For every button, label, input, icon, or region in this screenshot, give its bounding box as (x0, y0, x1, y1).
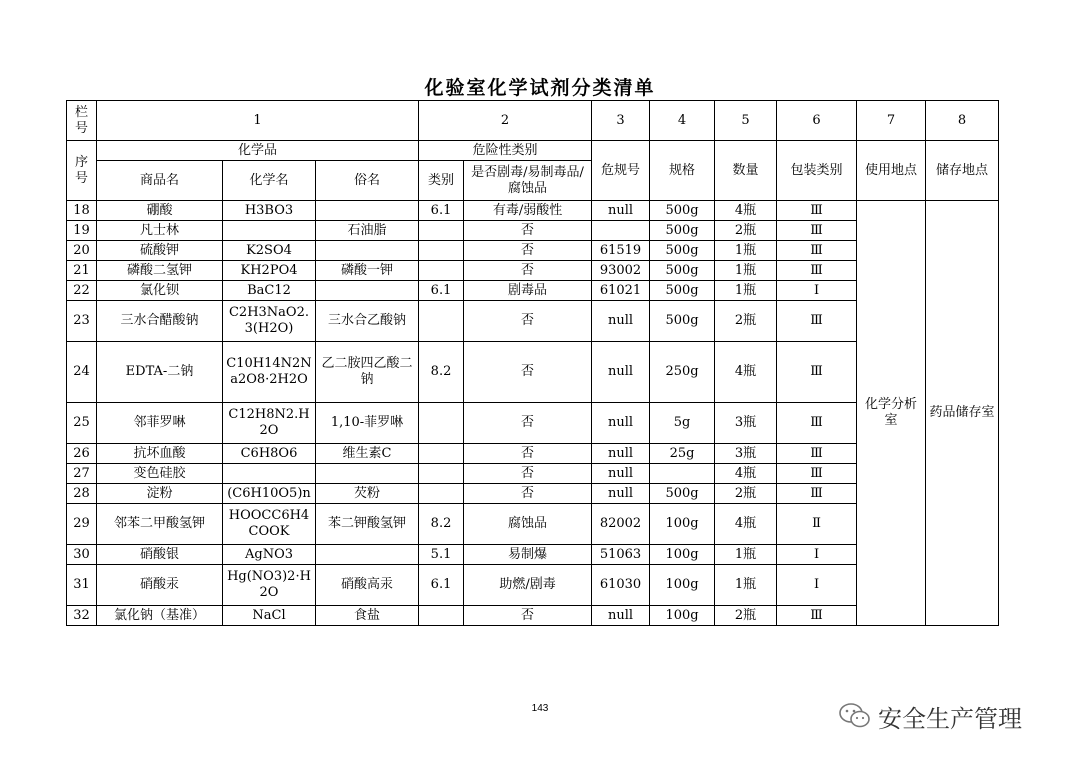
quantity-cell: 3瓶 (715, 403, 777, 444)
chemical-name-cell (223, 464, 316, 484)
category-cell (419, 241, 464, 261)
trade-name-cell: 邻苯二甲酸氢钾 (97, 504, 223, 545)
spec-cell: 100g (650, 606, 715, 626)
trade-name-cell: 硼酸 (97, 201, 223, 221)
serial-cell: 19 (67, 221, 97, 241)
hazard-code-cell (592, 221, 650, 241)
trade-name-header: 商品名 (97, 161, 223, 201)
chemical-name-cell (223, 221, 316, 241)
col-number-4: 4 (650, 101, 715, 141)
package-cell: Ⅲ (777, 464, 857, 484)
reagent-table (66, 100, 999, 626)
serial-cell: 32 (67, 606, 97, 626)
quantity-header: 数量 (715, 141, 777, 201)
header-group-row (67, 141, 999, 161)
toxic-flag-cell: 否 (464, 484, 592, 504)
spec-cell: 500g (650, 221, 715, 241)
col-number-8: 8 (926, 101, 999, 141)
spec-cell: 100g (650, 545, 715, 565)
hazard-code-cell: null (592, 301, 650, 342)
hazard-code-cell: null (592, 444, 650, 464)
chemical-name-cell: AgNO3 (223, 545, 316, 565)
quantity-cell: 2瓶 (715, 484, 777, 504)
category-cell: 6.1 (419, 565, 464, 606)
category-cell: 8.2 (419, 342, 464, 403)
package-cell: Ⅰ (777, 565, 857, 606)
serial-cell: 18 (67, 201, 97, 221)
quantity-cell: 1瓶 (715, 281, 777, 301)
toxic-flag-cell: 否 (464, 301, 592, 342)
trade-name-cell: 凡士林 (97, 221, 223, 241)
serial-cell: 21 (67, 261, 97, 281)
package-cell: Ⅲ (777, 484, 857, 504)
toxic-flag-cell: 助燃/剧毒 (464, 565, 592, 606)
spec-cell: 500g (650, 281, 715, 301)
hazard-code-cell: 82002 (592, 504, 650, 545)
category-header: 类别 (419, 161, 464, 201)
hazard-code-cell: null (592, 464, 650, 484)
toxic-flag-cell: 剧毒品 (464, 281, 592, 301)
quantity-cell: 1瓶 (715, 261, 777, 281)
trade-name-cell: 变色硅胶 (97, 464, 223, 484)
chemical-name-cell: Hg(NO3)2·H2O (223, 565, 316, 606)
common-name-cell (316, 241, 419, 261)
common-name-cell: 芡粉 (316, 484, 419, 504)
chemical-name-cell: BaC12 (223, 281, 316, 301)
category-cell (419, 221, 464, 241)
trade-name-cell: 抗坏血酸 (97, 444, 223, 464)
hazard-code-cell: null (592, 606, 650, 626)
quantity-cell: 2瓶 (715, 221, 777, 241)
trade-name-cell: 淀粉 (97, 484, 223, 504)
common-name-cell: 磷酸一钾 (316, 261, 419, 281)
chemical-name-cell: K2SO4 (223, 241, 316, 261)
hazard-code-cell: null (592, 342, 650, 403)
hazard-code-cell: null (592, 201, 650, 221)
common-name-cell (316, 464, 419, 484)
category-cell (419, 261, 464, 281)
category-cell: 8.2 (419, 504, 464, 545)
col-index-label-cell: 栏号 (67, 101, 97, 141)
quantity-cell: 4瓶 (715, 342, 777, 403)
serial-header: 序号 (67, 141, 97, 201)
page-number: 143 (531, 703, 549, 714)
category-cell (419, 444, 464, 464)
toxic-flag-cell: 否 (464, 606, 592, 626)
table-row (67, 201, 999, 221)
serial-cell: 26 (67, 444, 97, 464)
package-cell: Ⅱ (777, 504, 857, 545)
package-cell: Ⅲ (777, 301, 857, 342)
chemical-name-cell: C10H14N2Na2O8·2H2O (223, 342, 316, 403)
serial-cell: 31 (67, 565, 97, 606)
common-name-cell (316, 281, 419, 301)
quantity-cell: 1瓶 (715, 565, 777, 606)
common-name-cell (316, 201, 419, 221)
chemical-name-header: 化学名 (223, 161, 316, 201)
spec-cell: 100g (650, 504, 715, 545)
common-name-cell: 石油脂 (316, 221, 419, 241)
toxic-flag-cell: 否 (464, 403, 592, 444)
package-cell: Ⅲ (777, 221, 857, 241)
toxic-flag-cell: 否 (464, 444, 592, 464)
storage-location-header: 储存地点 (926, 141, 999, 201)
spec-cell: 500g (650, 201, 715, 221)
trade-name-cell: EDTA-二钠 (97, 342, 223, 403)
col-number-7: 7 (857, 101, 926, 141)
serial-cell: 28 (67, 484, 97, 504)
chemical-name-cell: C2H3NaO2.3(H2O) (223, 301, 316, 342)
hazard-code-cell: 51063 (592, 545, 650, 565)
quantity-cell: 4瓶 (715, 464, 777, 484)
trade-name-cell: 硝酸银 (97, 545, 223, 565)
trade-name-cell: 磷酸二氢钾 (97, 261, 223, 281)
hazard-code-cell: 93002 (592, 261, 650, 281)
quantity-cell: 2瓶 (715, 301, 777, 342)
serial-cell: 24 (67, 342, 97, 403)
trade-name-cell: 邻菲罗啉 (97, 403, 223, 444)
chemical-name-cell: NaCl (223, 606, 316, 626)
toxic-flag-cell: 有毒/弱酸性 (464, 201, 592, 221)
chemical-name-cell: KH2PO4 (223, 261, 316, 281)
package-cell: Ⅰ (777, 545, 857, 565)
trade-name-cell: 硝酸汞 (97, 565, 223, 606)
toxic-flag-cell: 易制爆 (464, 545, 592, 565)
spec-cell: 500g (650, 241, 715, 261)
toxic-flag-cell: 腐蚀品 (464, 504, 592, 545)
spec-cell: 500g (650, 261, 715, 281)
watermark-text: 安全生产管理 (878, 704, 1022, 733)
page-title: 化验室化学试剂分类清单 (424, 77, 656, 99)
chemical-name-cell: H3BO3 (223, 201, 316, 221)
chemical-name-cell: HOOCC6H4COOK (223, 504, 316, 545)
common-name-cell: 硝酸高汞 (316, 565, 419, 606)
col-number-3: 3 (592, 101, 650, 141)
common-name-cell: 维生素C (316, 444, 419, 464)
package-cell: Ⅲ (777, 403, 857, 444)
category-cell (419, 301, 464, 342)
spec-cell: 500g (650, 301, 715, 342)
trade-name-cell: 氯化钠（基准） (97, 606, 223, 626)
column-number-row (67, 101, 999, 141)
package-cell: Ⅲ (777, 241, 857, 261)
common-name-cell: 三水合乙酸钠 (316, 301, 419, 342)
package-cell: Ⅲ (777, 201, 857, 221)
spec-cell: 100g (650, 565, 715, 606)
chemical-name-cell: C6H8O6 (223, 444, 316, 464)
serial-cell: 25 (67, 403, 97, 444)
category-cell (419, 464, 464, 484)
hazard-code-cell: 61021 (592, 281, 650, 301)
hazard-code-header: 危规号 (592, 141, 650, 201)
common-name-cell: 乙二胺四乙酸二钠 (316, 342, 419, 403)
col-number-1: 1 (97, 101, 419, 141)
col-number-5: 5 (715, 101, 777, 141)
quantity-cell: 3瓶 (715, 444, 777, 464)
serial-cell: 30 (67, 545, 97, 565)
package-cell: Ⅲ (777, 261, 857, 281)
hazard-code-cell: null (592, 403, 650, 444)
quantity-cell: 4瓶 (715, 201, 777, 221)
col-number-2: 2 (419, 101, 592, 141)
package-cell: Ⅲ (777, 444, 857, 464)
spec-header: 规格 (650, 141, 715, 201)
chemical-group-header: 化学品 (97, 141, 419, 161)
serial-cell: 29 (67, 504, 97, 545)
category-cell (419, 403, 464, 444)
wechat-icon (838, 701, 872, 731)
package-cell: Ⅲ (777, 342, 857, 403)
trade-name-cell: 氯化钡 (97, 281, 223, 301)
serial-cell: 23 (67, 301, 97, 342)
category-cell: 5.1 (419, 545, 464, 565)
quantity-cell: 2瓶 (715, 606, 777, 626)
serial-cell: 27 (67, 464, 97, 484)
toxic-flag-header: 是否剧毒/易制毒品/腐蚀品 (464, 161, 592, 201)
common-name-cell: 1,10-菲罗啉 (316, 403, 419, 444)
category-cell (419, 484, 464, 504)
toxic-flag-cell: 否 (464, 261, 592, 281)
quantity-cell: 4瓶 (715, 504, 777, 545)
hazard-code-cell: 61030 (592, 565, 650, 606)
use-location-cell: 化学分析室 (857, 201, 926, 626)
common-name-cell: 苯二钾酸氢钾 (316, 504, 419, 545)
watermark (838, 696, 1022, 736)
trade-name-cell: 硫酸钾 (97, 241, 223, 261)
use-location-header: 使用地点 (857, 141, 926, 201)
col-number-6: 6 (777, 101, 857, 141)
spec-cell: 5g (650, 403, 715, 444)
trade-name-cell: 三水合醋酸钠 (97, 301, 223, 342)
category-cell: 6.1 (419, 281, 464, 301)
spec-cell (650, 464, 715, 484)
hazard-code-cell: null (592, 484, 650, 504)
quantity-cell: 1瓶 (715, 545, 777, 565)
common-name-cell (316, 545, 419, 565)
toxic-flag-cell: 否 (464, 221, 592, 241)
toxic-flag-cell: 否 (464, 464, 592, 484)
common-name-header: 俗名 (316, 161, 419, 201)
category-cell (419, 606, 464, 626)
toxic-flag-cell: 否 (464, 342, 592, 403)
hazard-code-cell: 61519 (592, 241, 650, 261)
category-cell: 6.1 (419, 201, 464, 221)
chemical-name-cell: C12H8N2.H2O (223, 403, 316, 444)
toxic-flag-cell: 否 (464, 241, 592, 261)
quantity-cell: 1瓶 (715, 241, 777, 261)
spec-cell: 250g (650, 342, 715, 403)
chemical-name-cell: (C6H10O5)n (223, 484, 316, 504)
hazard-group-header: 危险性类别 (419, 141, 592, 161)
common-name-cell: 食盐 (316, 606, 419, 626)
spec-cell: 25g (650, 444, 715, 464)
spec-cell: 500g (650, 484, 715, 504)
serial-cell: 22 (67, 281, 97, 301)
package-cell: Ⅲ (777, 606, 857, 626)
package-header: 包装类别 (777, 141, 857, 201)
package-cell: Ⅰ (777, 281, 857, 301)
serial-cell: 20 (67, 241, 97, 261)
storage-location-cell: 药品储存室 (926, 201, 999, 626)
